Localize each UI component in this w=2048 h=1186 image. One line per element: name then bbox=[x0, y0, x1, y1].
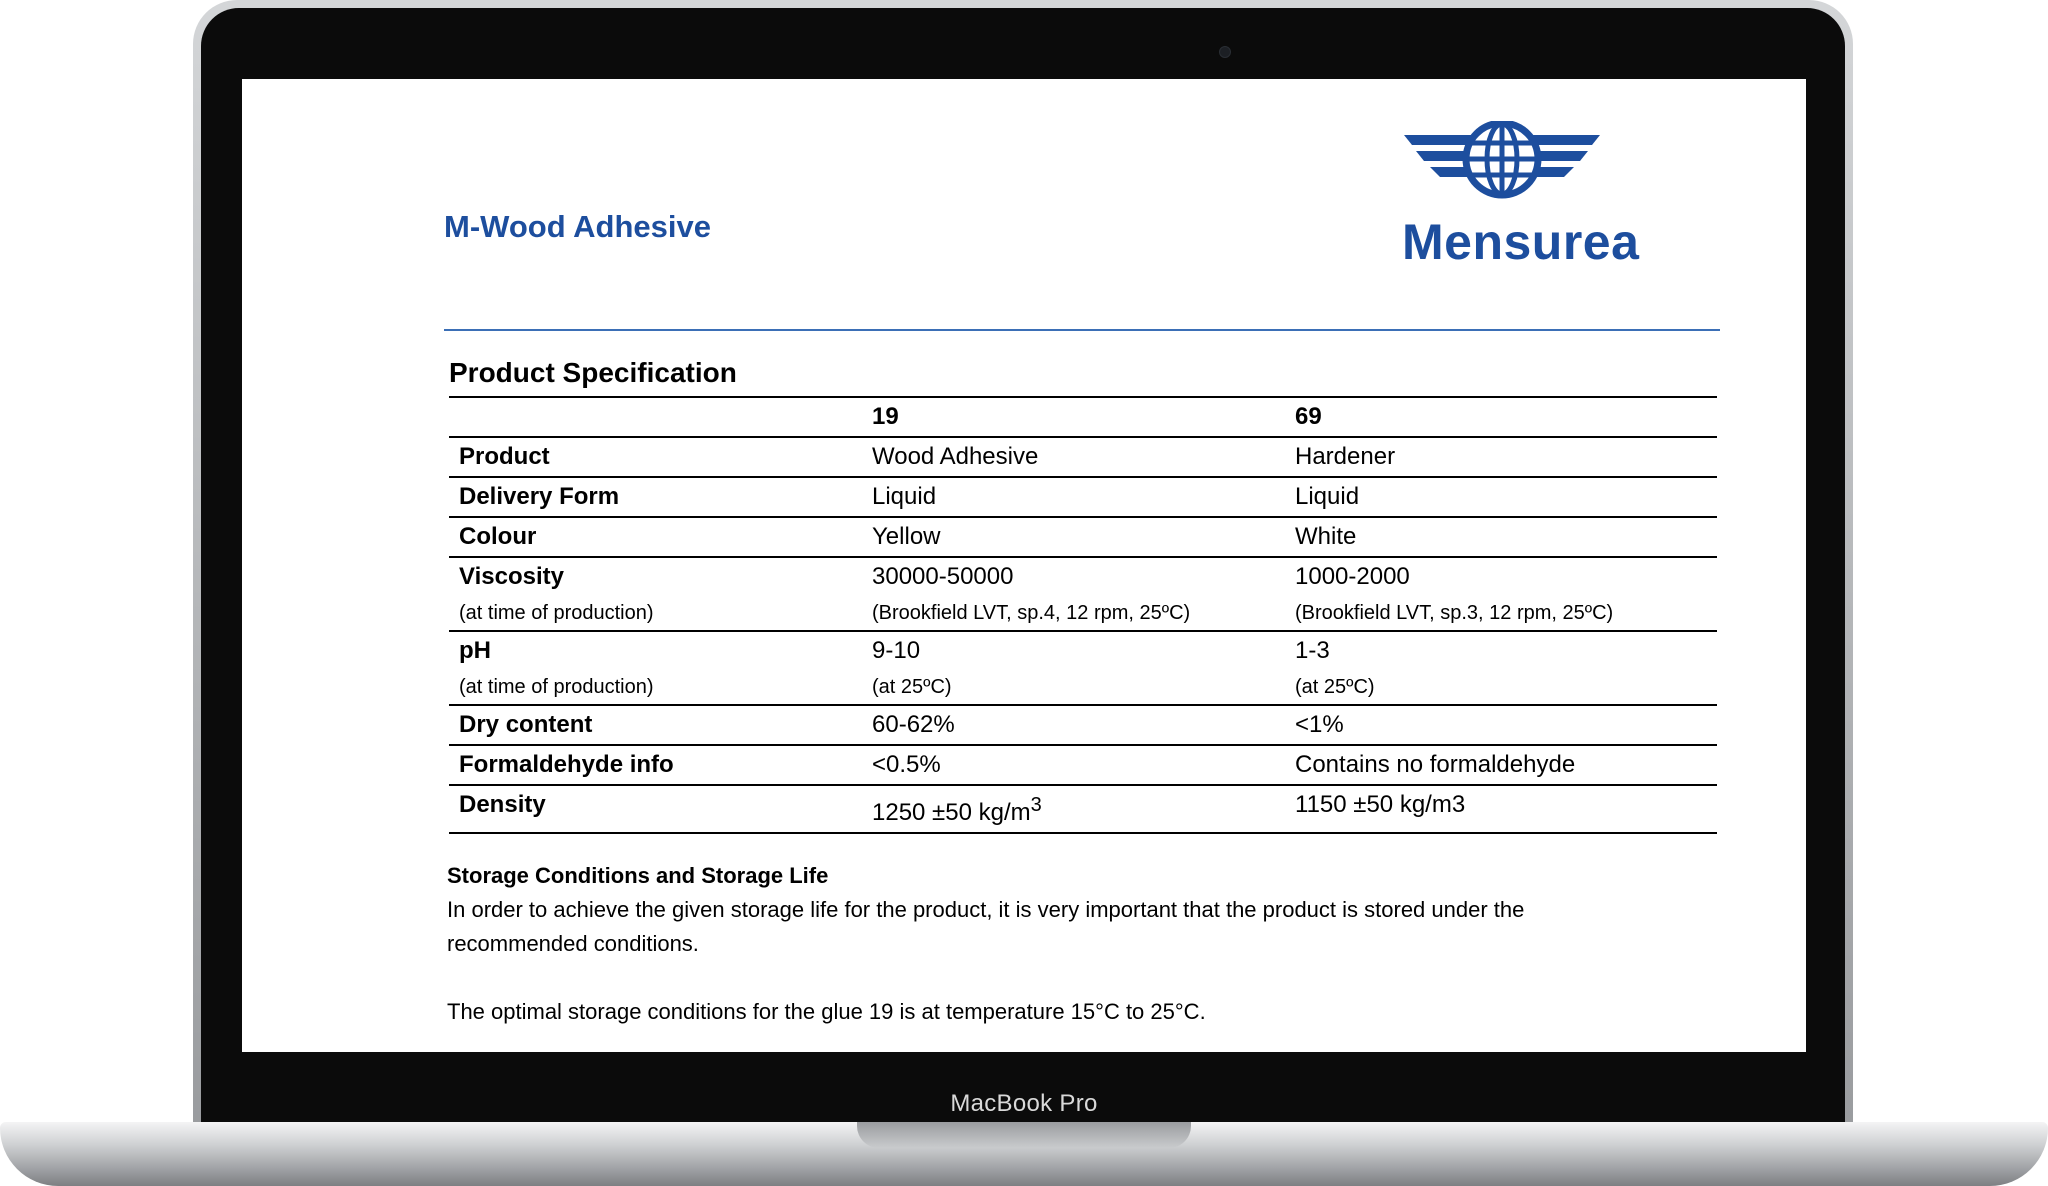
cell-value: <1% bbox=[1295, 711, 1344, 738]
table-header-row bbox=[449, 397, 1717, 437]
cell-value: Liquid bbox=[872, 483, 937, 510]
storage-section bbox=[447, 859, 1647, 1029]
document-screen bbox=[242, 79, 1806, 1052]
row-label-note: (at time of production) bbox=[459, 602, 654, 624]
row-label: Colour bbox=[459, 523, 537, 550]
column-header: 69 bbox=[1295, 403, 1322, 430]
table-row bbox=[449, 517, 1717, 557]
cell-value: Contains no formaldehyde bbox=[1295, 751, 1576, 778]
cell-value-note: (Brookfield LVT, sp.4, 12 rpm, 25ºC) bbox=[872, 602, 1191, 624]
cell-value-text: 1250 ±50 kg/m bbox=[872, 799, 1031, 826]
cell-value-text: 1-3 bbox=[1295, 637, 1330, 664]
cell-value: <0.5% bbox=[872, 751, 941, 778]
table-row bbox=[449, 785, 1717, 833]
camera-icon bbox=[1219, 46, 1231, 58]
cell-value: 1150 ±50 kg/m3 bbox=[1295, 791, 1466, 818]
spec-table bbox=[449, 396, 1717, 834]
storage-paragraph: The optimal storage conditions for the glue 19 is at temperature 15°C to 25°C. bbox=[447, 999, 1206, 1024]
cell-value bbox=[1285, 557, 1717, 631]
cell-value: Wood Adhesive bbox=[872, 443, 1039, 470]
storage-paragraph: In order to achieve the given storage life for the product, it is very important that the product is stored under the recommended conditions. bbox=[447, 897, 1525, 956]
row-label: Formaldehyde info bbox=[459, 751, 674, 778]
spec-heading: Product Specification bbox=[449, 357, 737, 388]
table-row bbox=[449, 477, 1717, 517]
device-label: MacBook Pro bbox=[950, 1090, 1098, 1117]
row-label-note: (at time of production) bbox=[459, 676, 654, 698]
globe-wings-logo-icon bbox=[1402, 121, 1602, 205]
table-row bbox=[449, 437, 1717, 477]
row-label: Product bbox=[459, 443, 550, 470]
laptop-notch bbox=[857, 1122, 1191, 1148]
superscript: 3 bbox=[1030, 794, 1042, 816]
header-divider bbox=[444, 329, 1720, 331]
storage-heading: Storage Conditions and Storage Life bbox=[447, 863, 829, 888]
cell-value-text: 9-10 bbox=[872, 637, 921, 664]
table-row bbox=[449, 557, 1717, 631]
cell-value: Yellow bbox=[872, 523, 941, 550]
cell-value: Liquid bbox=[1295, 483, 1360, 510]
cell-value bbox=[1285, 631, 1717, 705]
brand-logo bbox=[1402, 121, 1642, 271]
row-label bbox=[449, 557, 862, 631]
cell-value-text: 30000-50000 bbox=[872, 563, 1014, 590]
cell-value bbox=[862, 785, 1285, 833]
cell-value-note: (at 25ºC) bbox=[1295, 676, 1375, 698]
column-header: 19 bbox=[872, 403, 899, 430]
cell-value-text: 1000-2000 bbox=[1295, 563, 1410, 590]
row-label: Delivery Form bbox=[459, 483, 620, 510]
cell-value-note: (Brookfield LVT, sp.3, 12 rpm, 25ºC) bbox=[1295, 602, 1614, 624]
table-row bbox=[449, 705, 1717, 745]
document-title: M-Wood Adhesive bbox=[444, 209, 711, 244]
row-label: Density bbox=[459, 791, 546, 818]
brand-name: Mensurea bbox=[1402, 214, 1640, 270]
cell-value: White bbox=[1295, 523, 1357, 550]
table-row bbox=[449, 745, 1717, 785]
cell-value bbox=[862, 631, 1285, 705]
row-label-text: pH bbox=[459, 637, 491, 664]
cell-value-note: (at 25ºC) bbox=[872, 676, 952, 698]
row-label-text: Viscosity bbox=[459, 563, 564, 590]
row-label: Dry content bbox=[459, 711, 593, 738]
row-label bbox=[449, 631, 862, 705]
cell-value: 60-62% bbox=[872, 711, 955, 738]
cell-value: Hardener bbox=[1295, 443, 1396, 470]
cell-value bbox=[862, 557, 1285, 631]
column-header bbox=[449, 397, 862, 437]
table-row bbox=[449, 631, 1717, 705]
